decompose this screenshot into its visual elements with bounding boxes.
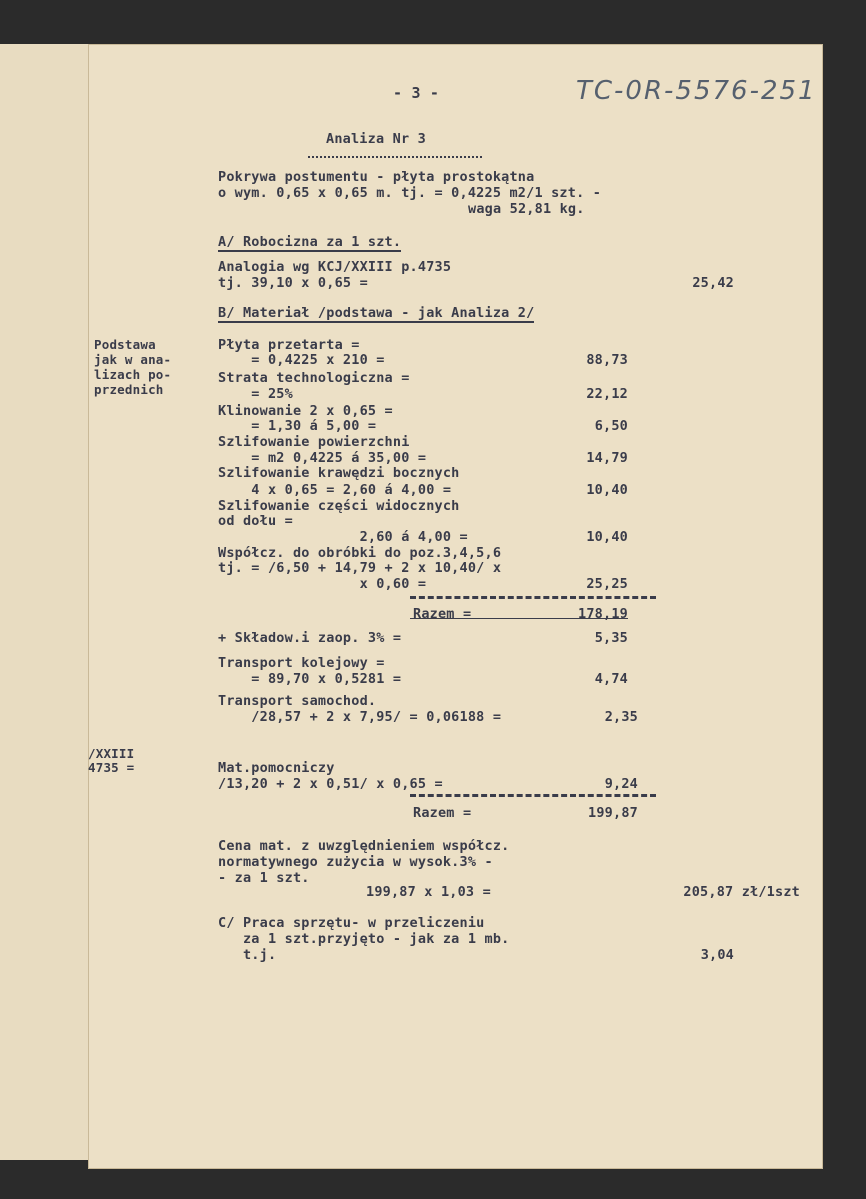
aux-material-line-1: Mat.pomocniczy [218, 760, 335, 776]
item-3-line-2: = 1,30 á 5,00 = [218, 418, 377, 434]
item-6-line-2: od dołu = [218, 513, 293, 529]
item-4-line-1: Szlifowanie powierzchni [218, 434, 410, 450]
intro-line-2: o wym. 0,65 x 0,65 m. tj. = 0,4225 m2/1 szt. - [218, 185, 602, 201]
item-6-line-1: Szlifowanie części widocznych [218, 498, 460, 514]
section-c-line-2: za 1 szt.przyjęto - jak za 1 mb. [218, 931, 510, 947]
analysis-title: Analiza Nr 3 [326, 131, 426, 147]
aux-material-value: 9,24 [604, 776, 638, 792]
section-a-value: 25,42 [692, 275, 734, 291]
aux-material-line-2: /13,20 + 2 x 0,51/ x 0,65 = [218, 776, 443, 792]
car-transport-line-1: Transport samochod. [218, 693, 377, 709]
sum-separator-2 [410, 794, 656, 797]
razem-2-label: Razem = [413, 805, 472, 821]
item-5-line-2: 4 x 0,65 = 2,60 á 4,00 = [218, 482, 452, 498]
cena-value: 205,87 zł/1szt [683, 884, 800, 900]
section-c-line-1: C/ Praca sprzętu- w przeliczeniu [218, 915, 485, 931]
margin-note-1-line-1: Podstawa [94, 337, 156, 352]
razem-1-value: 178,19 [578, 606, 628, 622]
item-1-line-1: Płyta przetarta = [218, 337, 360, 353]
item-5-value: 10,40 [586, 482, 628, 498]
title-underline [308, 156, 482, 158]
item-7-line-1: Współcz. do obróbki do poz.3,4,5,6 [218, 545, 502, 561]
item-2-value: 22,12 [586, 386, 628, 402]
page-number: - 3 - [393, 84, 440, 102]
margin-note-1-line-3: lizach po- [94, 367, 172, 382]
item-7-line-2: tj. = /6,50 + 14,79 + 2 x 10,40/ x [218, 560, 502, 576]
item-3-value: 6,50 [594, 418, 628, 434]
item-4-value: 14,79 [586, 450, 628, 466]
storage-line: + Składow.i zaop. 3% = [218, 630, 402, 646]
razem-2-value: 199,87 [588, 805, 638, 821]
item-6-value: 10,40 [586, 529, 628, 545]
item-6-line-3: 2,60 á 4,00 = [218, 529, 468, 545]
intro-line-3: waga 52,81 kg. [468, 201, 585, 217]
cena-line-2: normatywnego zużycia w wysok.3% - [218, 854, 493, 870]
sum-separator-1 [410, 596, 656, 599]
cena-line-1: Cena mat. z uwzględnieniem współcz. [218, 838, 510, 854]
cena-line-3: - za 1 szt. [218, 870, 310, 886]
margin-note-1-line-2: jak w ana- [94, 352, 172, 367]
item-4-line-2: = m2 0,4225 á 35,00 = [218, 450, 427, 466]
margin-note-2-line-1: /XXIII [88, 746, 135, 761]
margin-note-1-line-4: przednich [94, 382, 164, 397]
section-c-value: 3,04 [700, 947, 734, 963]
item-1-value: 88,73 [586, 352, 628, 368]
item-7-line-3: x 0,60 = [218, 576, 427, 592]
item-2-line-2: = 25% [218, 386, 293, 402]
car-transport-value: 2,35 [604, 709, 638, 725]
razem-1-rule [410, 618, 628, 619]
rail-transport-value: 4,74 [594, 671, 628, 687]
car-transport-line-2: /28,57 + 2 x 7,95/ = 0,06188 = [218, 709, 502, 725]
storage-value: 5,35 [594, 630, 628, 646]
section-c-line-3: t.j. [218, 947, 277, 963]
intro-line-1: Pokrywa postumentu - płyta prostokątna [218, 169, 535, 185]
handwritten-reference: TC-0R-5576-251 [576, 76, 817, 106]
section-a-line-1: Analogia wg KCJ/XXIII p.4735 [218, 259, 452, 275]
rail-transport-line-2: = 89,70 x 0,5281 = [218, 671, 402, 687]
rail-transport-line-1: Transport kolejowy = [218, 655, 385, 671]
margin-note-2-line-2: 4735 = [88, 760, 135, 775]
item-3-line-1: Klinowanie 2 x 0,65 = [218, 403, 393, 419]
section-a-line-2: tj. 39,10 x 0,65 = [218, 275, 368, 291]
left-facing-page [0, 44, 89, 1160]
item-2-line-1: Strata technologiczna = [218, 370, 410, 386]
item-5-line-1: Szlifowanie krawędzi bocznych [218, 465, 460, 481]
item-1-line-2: = 0,4225 x 210 = [218, 352, 385, 368]
section-b-heading: B/ Materiał /podstawa - jak Analiza 2/ [218, 305, 535, 321]
cena-calc: 199,87 x 1,03 = [366, 884, 491, 900]
razem-1-label: Razem = [413, 606, 472, 622]
section-a-heading: A/ Robocizna za 1 szt. [218, 234, 402, 250]
item-7-value: 25,25 [586, 576, 628, 592]
